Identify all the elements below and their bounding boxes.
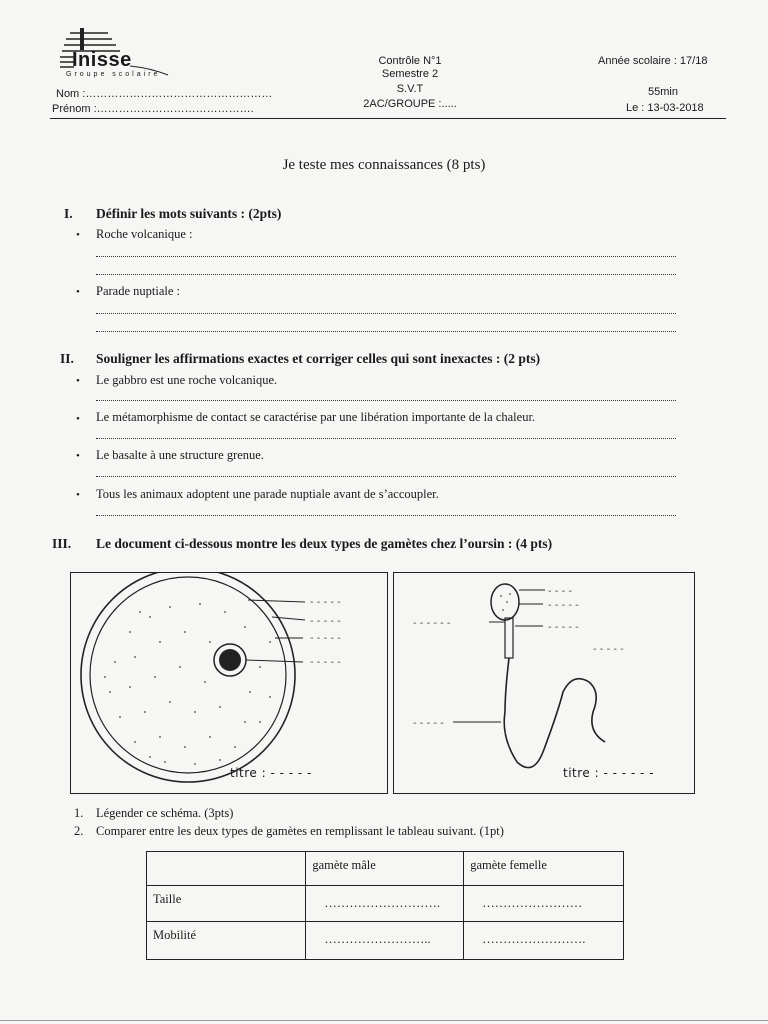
answer-line xyxy=(96,256,676,257)
svg-text:- - - - -: - - - - - xyxy=(310,657,341,668)
section1-title: Définir les mots suivants : (2pts) xyxy=(96,206,282,221)
header-center-block xyxy=(330,55,490,111)
table-cell-blank[interactable]: ……………………. xyxy=(464,922,624,960)
bullet-icon: • xyxy=(76,450,80,462)
table-row-label: Mobilité xyxy=(147,922,306,960)
table-row-label: Taille xyxy=(147,886,306,922)
question-number: 1. xyxy=(74,806,84,820)
ovule-diagram xyxy=(70,572,388,794)
student-firstname-line: Prénom :……………………………………. xyxy=(52,103,254,115)
section1-item: Roche volcanique : xyxy=(96,227,193,241)
bullet-icon: • xyxy=(76,489,80,501)
logo-subtitle: Groupe scolaire xyxy=(66,71,161,78)
svg-text:- - - - -: - - - - - xyxy=(310,616,341,627)
svg-text:- - - - -: - - - - - xyxy=(310,633,341,644)
section2-item: Le gabbro est une roche volcanique. xyxy=(96,373,278,387)
answer-line xyxy=(96,331,676,332)
answer-line xyxy=(96,313,676,314)
school-logo xyxy=(60,28,170,80)
figure-egg-caption: titre : - - - - - xyxy=(230,766,312,780)
bullet-icon: • xyxy=(76,375,80,387)
svg-text:- - - - -: - - - - - xyxy=(310,597,341,608)
bullet-icon: • xyxy=(76,286,80,298)
table-header-cell: gamète femelle xyxy=(464,852,624,886)
section2-title: Souligner les affirmations exactes et corriger celles qui sont inexactes : (2 pts) xyxy=(96,351,541,366)
svg-text:- - - - -: - - - - - xyxy=(593,644,624,655)
section3-title: Le document ci-dessous montre les deux types de gamètes chez l’oursin : (4 pts) xyxy=(96,536,553,551)
semester: Semestre 2 xyxy=(381,68,439,80)
svg-text:- - - - -: - - - - - xyxy=(548,600,579,611)
table-cell-blank[interactable]: ………………………. xyxy=(306,886,464,922)
answer-line xyxy=(96,274,676,275)
section2-number: II. xyxy=(60,351,74,366)
main-title: Je teste mes connaissances (8 pts) xyxy=(282,157,486,173)
question-number: 2. xyxy=(74,824,84,838)
header-divider xyxy=(50,118,726,119)
table-header-row xyxy=(147,852,624,886)
section2-item: Tous les animaux adoptent une parade nuptiale avant de s’accoupler. xyxy=(96,487,439,501)
bullet-icon: • xyxy=(76,413,80,425)
answer-line xyxy=(96,476,676,477)
answer-line xyxy=(96,400,676,401)
question-text: Légender ce schéma. (3pts) xyxy=(96,806,234,820)
section3-number: III. xyxy=(52,536,72,551)
bullet-icon: • xyxy=(76,229,80,241)
table-cell-blank[interactable]: …………………….. xyxy=(306,922,464,960)
comparison-table xyxy=(146,851,624,960)
svg-text:- - - - -: - - - - - xyxy=(413,718,444,729)
svg-text:- - - - - -: - - - - - - xyxy=(413,618,451,629)
table-header-cell xyxy=(147,852,306,886)
group: 2AC/GROUPE :..... xyxy=(363,98,457,110)
question-text: Comparer entre les deux types de gamètes en remplissant le tableau suivant. (1pt) xyxy=(96,824,504,838)
section1-number: I. xyxy=(64,206,73,221)
answer-line xyxy=(96,515,676,516)
answer-line xyxy=(96,438,676,439)
control-number: Contrôle N°1 xyxy=(378,55,442,67)
table-cell-blank[interactable]: …………………… xyxy=(464,886,624,922)
school-year: Année scolaire : 17/18 xyxy=(598,55,708,67)
logo-text: Inisse xyxy=(72,49,132,71)
figure-sperm-caption: titre : - - - - - - xyxy=(563,766,655,780)
student-name-line: Nom :…………………………………………… xyxy=(56,88,273,100)
section2-item: Le métamorphisme de contact se caractérise par une libération importante de la chaleur. xyxy=(96,410,536,424)
table-header-cell: gamète mâle xyxy=(306,852,464,886)
subject: S.V.T xyxy=(396,83,424,95)
table-row xyxy=(147,886,624,922)
svg-text:- - - - -: - - - - - xyxy=(548,622,579,633)
svg-text:- - - -: - - - - xyxy=(548,586,572,597)
section1-item: Parade nuptiale : xyxy=(96,284,180,298)
exam-date: Le : 13-03-2018 xyxy=(626,102,704,114)
table-row xyxy=(147,922,624,960)
page-bottom-edge xyxy=(0,1020,768,1021)
spermatozoid-diagram xyxy=(393,572,695,794)
section2-item: Le basalte à une structure grenue. xyxy=(96,448,264,462)
duration: 55min xyxy=(648,86,678,98)
